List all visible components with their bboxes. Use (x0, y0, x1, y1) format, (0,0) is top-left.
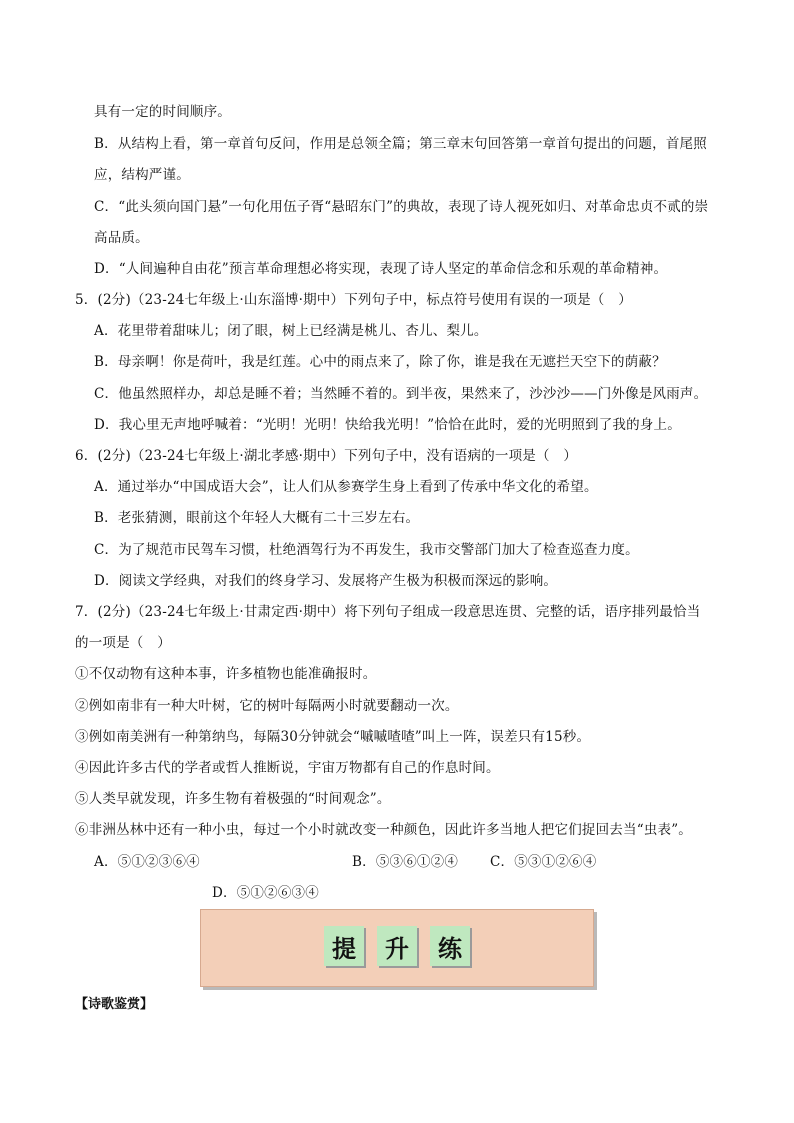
q5-option-c: C．他虽然照样办，却总是睡不着；当然睡不着的。到半夜，果然来了，沙沙沙——门外像是风雨声。 (94, 386, 708, 402)
question-5-stem: 5．(2分)（23-24七年级上·山东淄博·期中）下列句子中，标点符号使用有误的一项是（ ） (75, 292, 632, 308)
q7-option-b: B．⑤③⑥①②④ (352, 854, 459, 870)
q6-option-b: B．老张猜测，眼前这个年轻人大概有二十三岁左右。 (94, 510, 420, 526)
section-title: 【诗歌鉴赏】 (75, 997, 154, 1012)
q5-option-b: B．母亲啊！你是荷叶，我是红莲。心中的雨点来了，除了你，谁是我在无遮拦天空下的荫蔽？ (94, 354, 666, 370)
question-7-stem: 7．(2分)（23-24七年级上·甘肃定西·期中）将下列句子组成一段意思连贯、完整的话，语序排列最恰当 (75, 604, 701, 620)
q7-option-a: A．⑤①②③⑥④ (94, 854, 200, 870)
text-line: 具有一定的时间顺序。 (94, 104, 231, 120)
question-7-stem-cont: 的一项是（ ） (75, 635, 171, 651)
q6-option-c: C．为了规范市民驾车习惯，杜绝酒驾行为不再发生，我市交警部门加大了检查巡查力度。 (94, 542, 639, 558)
banner-char: 练 (430, 926, 470, 966)
q5-option-a: A．花里带着甜味儿；闭了眼，树上已经满是桃儿、杏儿、梨儿。 (94, 323, 488, 339)
q7-sentence-2: ②例如南非有一种大叶树，它的树叶每隔两小时就要翻动一次。 (75, 698, 459, 714)
q6-option-d: D．阅读文学经典，对我们的终身学习、发展将产生极为积极而深远的影响。 (94, 573, 558, 589)
q7-option-c: C．⑤③①②⑥④ (490, 854, 597, 870)
text-line: 应，结构严谨。 (94, 167, 190, 183)
q7-option-d: D．⑤①②⑥③④ (212, 885, 319, 901)
text-line: 高品质。 (94, 230, 149, 246)
text-line: B．从结构上看，第一章首句反问，作用是总领全篇；第三章末句回答第一章首句提出的问题，首尾照 (94, 136, 707, 152)
banner-char: 提 (324, 926, 364, 966)
text-line: D．“人间遍种自由花”预言革命理想必将实现，表现了诗人坚定的革命信念和乐观的革命精神。 (94, 261, 668, 277)
practice-banner (200, 909, 594, 987)
q6-option-a: A．通过举办“中国成语大会”，让人们从参赛学生身上看到了传承中华文化的希望。 (94, 479, 598, 495)
banner-char: 升 (377, 926, 417, 966)
q7-sentence-4: ④因此许多古代的学者或哲人推断说，宇宙万物都有自己的作息时间。 (75, 760, 500, 776)
q7-sentence-6: ⑥非洲丛林中还有一种小虫，每过一个小时就改变一种颜色，因此许多当地人把它们捉回去当“虫表”。 (75, 822, 693, 838)
q5-option-d: D．我心里无声地呼喊着：“光明！光明！快给我光明！”恰恰在此时，爱的光明照到了我的身上。 (94, 417, 681, 433)
question-6-stem: 6．(2分)（23-24七年级上·湖北孝感·期中）下列句子中，没有语病的一项是（ ） (75, 448, 578, 464)
text-line: C．“此头须向国门悬”一句化用伍子胥“悬昭东门”的典故，表现了诗人视死如归、对革命忠贞不贰的崇 (94, 199, 709, 215)
q7-sentence-5: ⑤人类早就发现，许多生物有着极强的“时间观念”。 (75, 791, 391, 807)
q7-sentence-1: ①不仅动物有这种本事，许多植物也能准确报时。 (75, 666, 377, 682)
q7-sentence-3: ③例如南美洲有一种第纳鸟，每隔30分钟就会“嘁嘁喳喳”叫上一阵，误差只有15秒。 (75, 729, 591, 745)
